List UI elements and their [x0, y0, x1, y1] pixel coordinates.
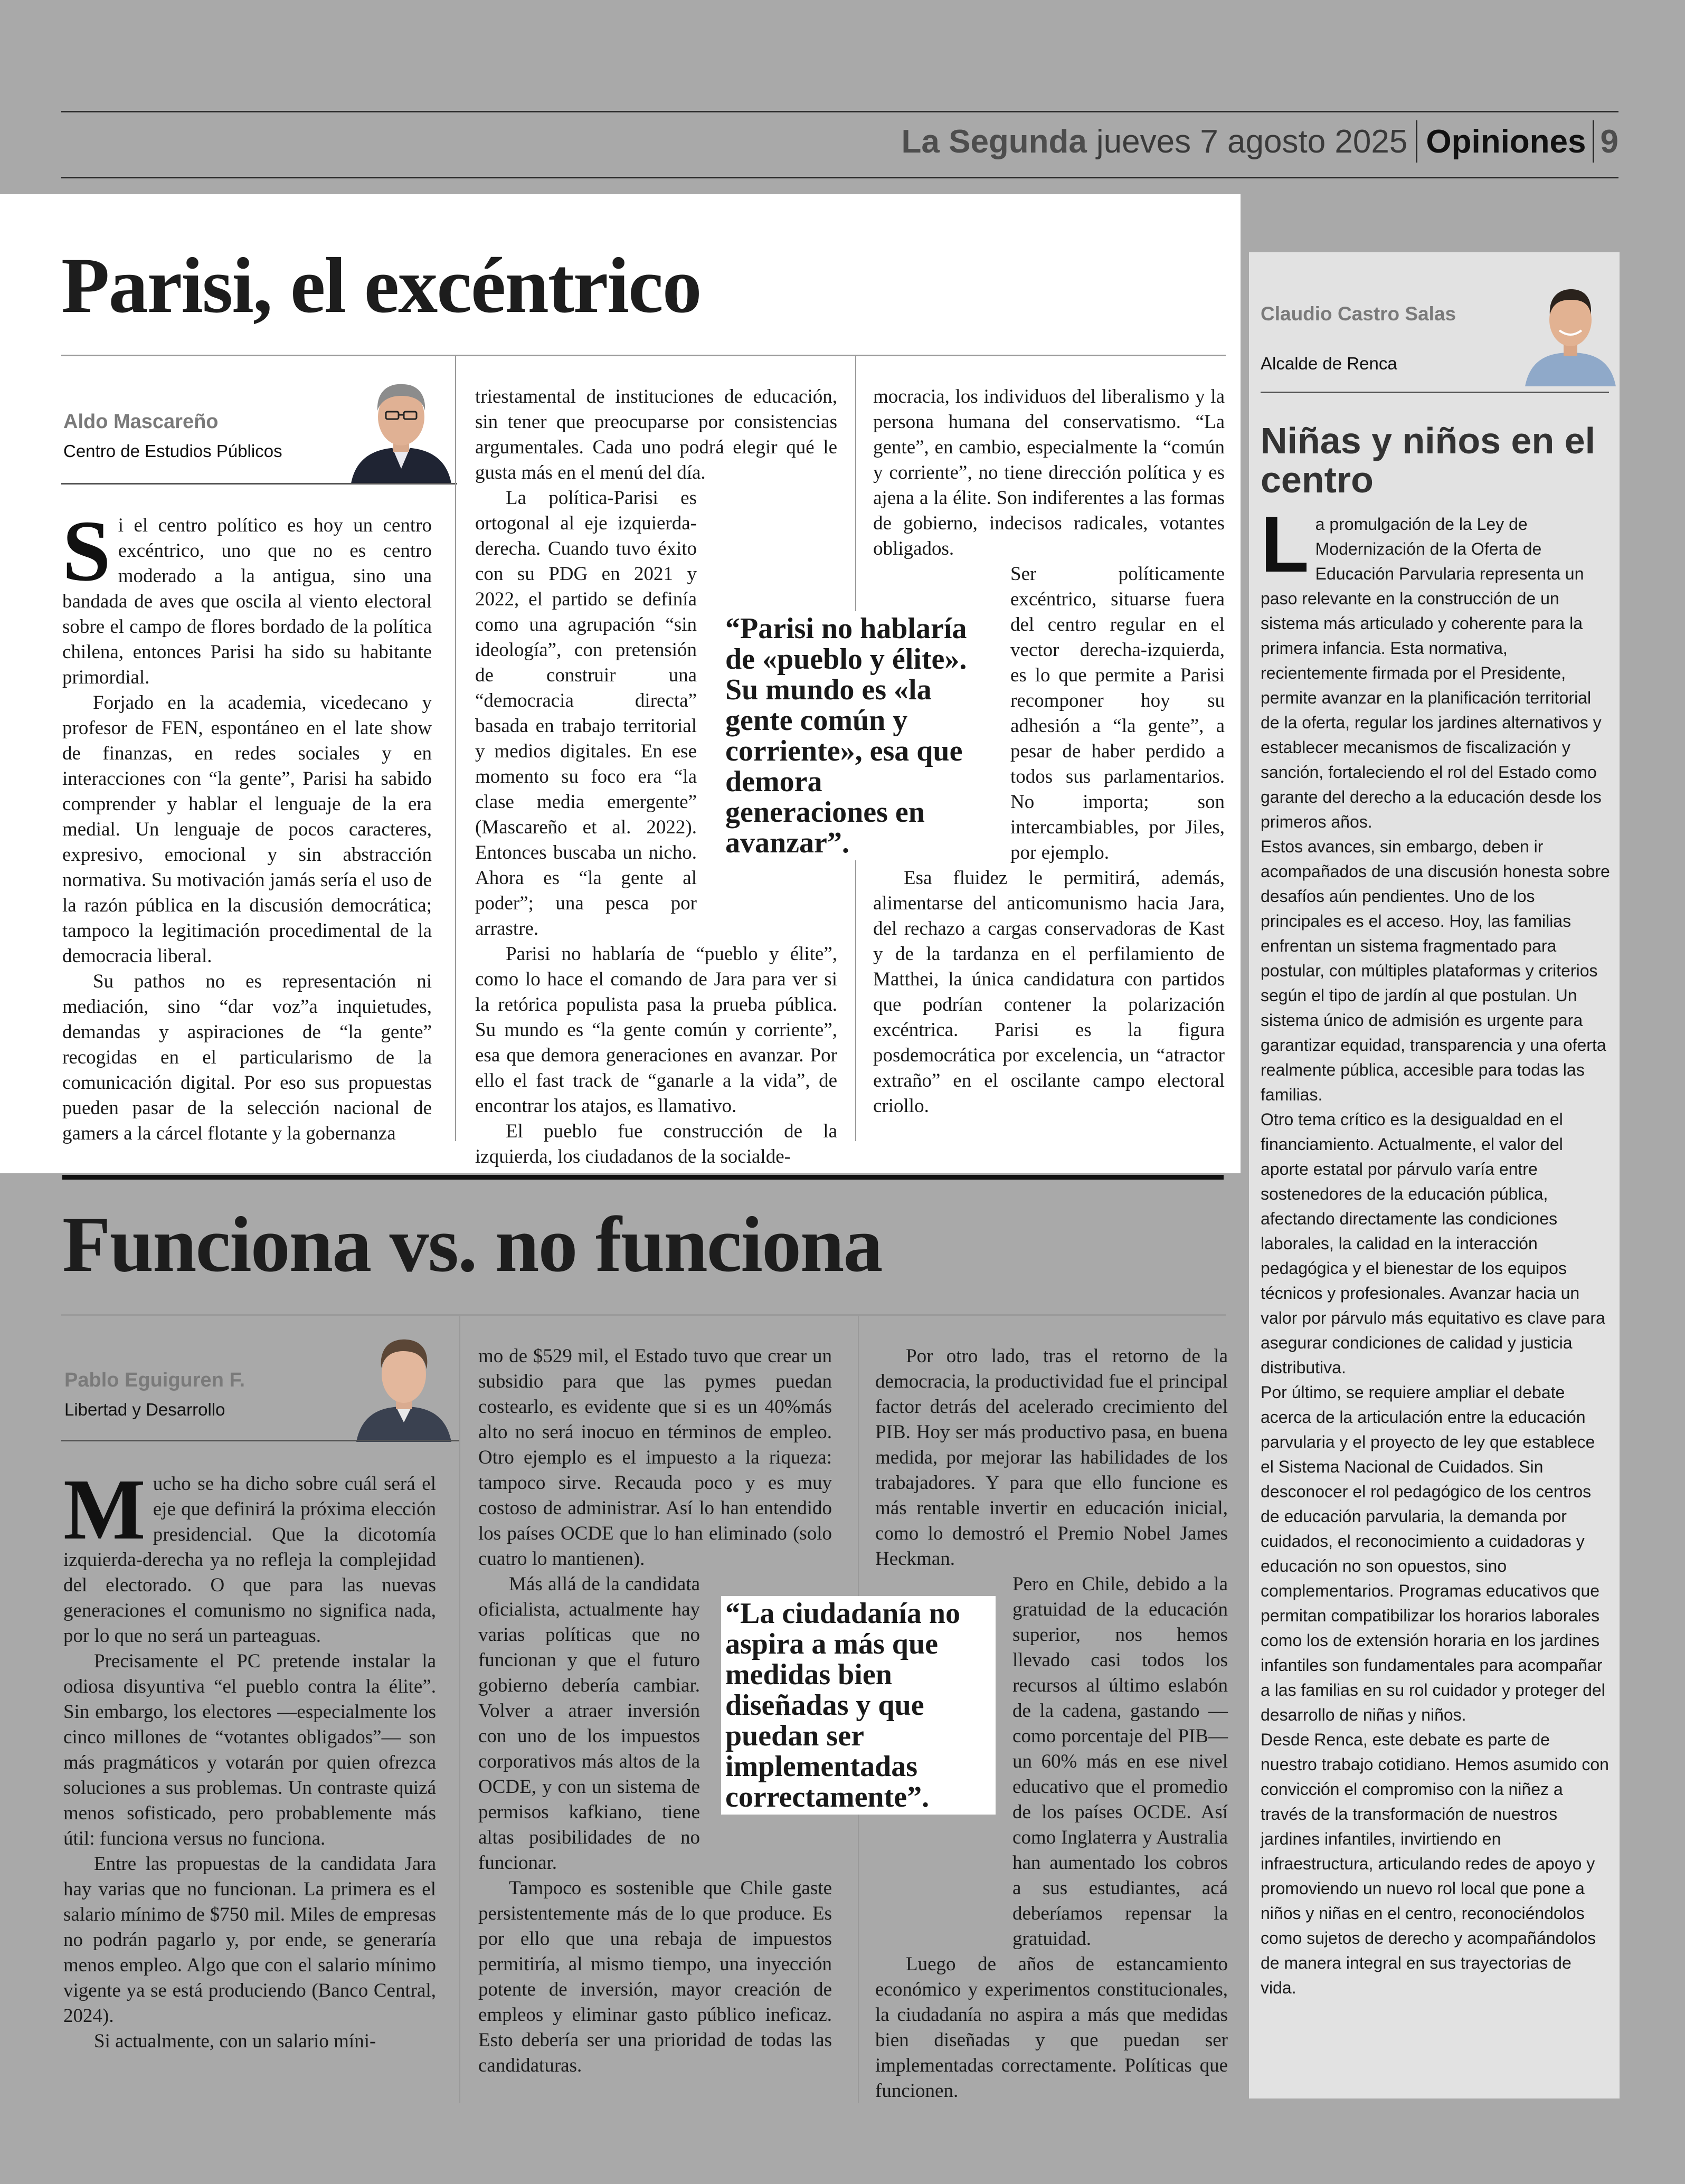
sidebar-byline-rule [1261, 392, 1609, 393]
article-2-byline-rule [61, 1440, 459, 1441]
page-number: 9 [1600, 123, 1618, 160]
article-2-institution: Libertad y Desarrollo [64, 1400, 225, 1419]
article-1-paragraph: Esa fluidez le permitirá, además, alimentarse del anticomunismo hacia Jara, del rechazo a cargas conservadoras de Kast y de la tardanza en el perfilamiento de Matthei, la única candidatura con partidos que podrían contener la polarización excéntrica. Parisi es la figura posdemocrática por excelencia, un “atractor extraño” en el oscilante campo electoral criollo. [873, 867, 1225, 1117]
article-1-paragraph: mocracia, los individuos del liberalismo y la persona humana del conservatismo. “La gente”, en cambio, especialmente la “común y corriente”, no tiene dirección política y es ajena a la élite. Son indiferentes a las formas de gobierno, indecisos radicales, votantes obligados. [873, 386, 1225, 559]
article-1-paragraph: La política-Parisi es ortogonal al eje izquierda-derecha. Cuando tuvo éxito con su PDG en 2021 y 2022, el partido se definía como una agrupación “sin ideología”, con pretensión de construir una “democracia directa” basada en trabajo territorial y medios digitales. En ese momento su foco era “la clase media emergente” (Mascareño et al. 2022). Entonces buscaba un nicho. Ahora es “la gente al poder”; una pesca por arrastre. [475, 487, 697, 939]
article-2-pullquote: “La ciudadanía no aspira a más que medidas bien diseñadas y que puedan ser implementadas correctamente”. [721, 1596, 996, 1815]
newspaper-name: La Segunda [901, 123, 1087, 160]
sidebar-paragraph: Otro tema crítico es la desigualdad en el financiamiento. Actualmente, el valor del aporte estatal por párvulo varía entre sostenedores de la educación pública, afectando directamente las condiciones laborales, la calidad en la interacción pedagógica y el bienestar de los equipos técnicos y profesionales. Avanzar hacia un valor por párvulo más equitativo es clave para asegurar condiciones de calidad y justicia distributiva. [1261, 1110, 1605, 1377]
masthead-divider [1416, 120, 1417, 163]
article-2-paragraph: Tampoco es sostenible que Chile gaste persistentemente más de lo que produce. Es por ello que una rebaja de impuestos permitiría, al mismo tiempo, una inyección potente de inversión, mayor creación de empleos y eliminar gasto público ineficaz. Esto debería ser una prioridad de todas las candidaturas. [478, 1877, 832, 2076]
masthead-bottom-rule [61, 177, 1618, 178]
article-1-dropcap: S [62, 502, 111, 599]
article-1-column-1 [62, 502, 432, 1146]
article-1-institution: Centro de Estudios Públicos [63, 441, 282, 461]
article-1-paragraph: Forjado en la academia, vicedecano y profesor de FEN, espontáneo en el late show de finanzas, en redes sociales y en interacciones con “la gente”, Parisi ha sabido comprender y hablar el lenguaje de la era medial. Un lenguaje de pocos caracteres, expresivo, emocional y sin abstracción normativa. Su motivación jamás sería el uso de la razón pública en la discusión democrática; tampoco la legitimación procedimental de la democracia liberal. [62, 692, 432, 967]
author-portrait-icon [1522, 269, 1618, 386]
article-1-paragraph: Su pathos no es representación ni mediación, sino “dar voz”a inquietudes, demandas y aspiraciones de “la gente” recogidas en el particularismo de la comunicación digital. Por eso sus propuestas pueden pasar de la selección nacional de gamers a la cárcel flotante y la gobernanza [62, 971, 432, 1144]
masthead [61, 117, 1618, 170]
article-2-paragraph: Precisamente el PC pretende instalar la odiosa disyuntiva “el pueblo contra la élite”. Sin embargo, los electores —especialmente los cinco millones de “votantes obligados”— son más pragmáticos y votarán por quien ofrezca soluciones a sus problemas. Un contraste quizá menos sofisticado, pero probablemente más útil: funciona versus no funciona. [63, 1650, 436, 1849]
sidebar-paragraph: Por último, se requiere ampliar el debate acerca de la articulación entre la educación parvularia y el proyecto de ley que establece el Sistema Nacional de Cuidados. Sin desconocer el rol pedagógico de los centros de educación parvularia, la demanda por cuidados, el reconocimiento a cuidadoras y educación no son opuestos, sino complementarios. Programas educativos que permitan compatibilizar los horarios laborales como los de extensión horaria en los jardines infantiles son fundamentales para acompañar a las familias en su rol cuidador y proteger del desarrollo de niñas y niños. [1261, 1383, 1605, 1724]
article-2-paragraph: Luego de años de estancamiento económico y experimentos constitucionales, la ciudadanía no aspira a más que medidas bien diseñadas y que puedan ser implementadas correctamente. Políticas que funcionen. [875, 1953, 1228, 2102]
column-divider [459, 1314, 460, 2103]
article-2-paragraph: mo de $529 mil, el Estado tuvo que crear un subsidio para que las pymes puedan costearlo, es evidente que si es un 40%más alto no será inocuo en términos de empleo. Otro ejemplo es el impuesto a la riqueza: tampoco sirve. Recauda poco y es muy costoso de administrar. Así lo han entendido los países OCDE que lo han eliminado (solo cuatro lo mantienen). [478, 1345, 832, 1570]
sidebar-paragraph: Desde Renca, este debate es parte de nuestro trabajo cotidiano. Hemos asumido con convicción el compromiso con la niñez a través de la transformación de nuestros jardines infantiles, invirtiendo en infraestructura, articulando redes de apoyo y promoviendo un nuevo rol local que pone a niños y niñas en el centro, reconociéndolos como sujetos de derecho y acompañándolos de manera integral en sus trayectorias de vida. [1261, 1730, 1609, 1997]
sidebar-paragraph: La promulgación de la Ley de Modernización de la Oferta de Educación Parvularia representa un paso relevante en la construcción de un sistema más articulado y coherente para la primera infancia. Esta normativa, recientemente firmada por el Presidente, permite avanzar en la planificación territorial de la oferta, regular los jardines alternativos y establecer mecanismos de fiscalización y sanción, fortaleciendo el rol del Estado como garante del derecho a la educación desde los primeros años. [1261, 500, 1602, 831]
opinion-sidebar [1249, 252, 1620, 2098]
article-2-paragraph: Por otro lado, tras el retorno de la democracia, la productividad fue el principal factor detrás del acelerado crecimiento del PIB. Hoy ser más productivo pasa, en buena medida, por mejorar las habilidades de los trabajadores. Y para que ello funcione es más rentable invertir en educación inicial, como lo demostró el Premio Nobel James Heckman. [875, 1345, 1228, 1570]
article-2-author: Pablo Eguiguren F. [64, 1369, 245, 1391]
sidebar-paragraph: Estos avances, sin embargo, deben ir acompañados de una discusión honesta sobre desafíos aún pendientes. Uno de los principales es el acceso. Hoy, las familias enfrentan un sistema fragmentado para postular, con múltiples plataformas y criterios según el tipo de jardín al que postulan. Un sistema único de admisión es urgente para garantizar equidad, transparencia y una oferta realmente pública, accesible para todas las familias. [1261, 837, 1610, 1104]
sidebar-author-photo [1522, 269, 1618, 386]
article-1-paragraph: Si el centro político es hoy un centro excéntrico, uno que no es centro moderado a la antigua, sino una bandada de aves que oscila al viento electoral sobre el campo de flores bordado de la política chilena, entonces Parisi ha sido su habitante primordial. [62, 502, 432, 688]
author-portrait-icon [346, 368, 457, 483]
article-separator-rule [62, 1175, 1224, 1180]
article-2-title-rule [61, 1314, 1226, 1316]
article-2-headline: Funciona vs. no funciona [62, 1201, 882, 1288]
article-1-headline: Parisi, el excéntrico [61, 242, 701, 329]
article-1-author-photo [346, 368, 457, 483]
issue-date: jueves 7 agosto 2025 [1096, 123, 1408, 160]
article-2-paragraph: Mucho se ha dicho sobre cuál será el eje que definirá la próxima elección presidencial. Que la dicotomía izquierda-derecha ya no refleja la complejidad del electorado. O que para las nuevas generaciones el comunismo no significa nada, por lo que no será un parteaguas. [63, 1461, 436, 1647]
article-1-paragraph: Ser políticamente excéntrico, situarse fuera del centro regular en el vector derecha-izquierda, es lo que permite a Parisi recomponer hoy su adhesión a “la gente”, a pesar de haber perdido a todos sus parlamentarios. No importa; son intercambiables, por Jiles, por ejemplo. [1010, 563, 1225, 863]
section-name: Opiniones [1426, 123, 1586, 160]
article-2-paragraph: Pero en Chile, debido a la gratuidad de la educación superior, nos hemos llevado casi todos los recursos al último eslabón de la cadena, gastando —como porcentaje del PIB— un 60% más en ese nivel educativo que el promedio de los países OCDE. Así como Inglaterra y Australia han aumentado los cobros a sus estudiantes, acá deberíamos repensar la gratuidad. [1012, 1573, 1228, 1950]
article-2-paragraph: Si actualmente, con un salario míni- [94, 2030, 376, 2052]
article-1-byline-rule [61, 483, 457, 485]
masthead-divider [1593, 120, 1594, 163]
article-2-paragraph: Entre las propuestas de la candidata Jara hay varias que no funcionan. La primera es el salario mínimo de $750 mil. Miles de empresas no podrán pagarlo y, por ende, se generaría menos empleo. Algo que con el salario mínimo vigente ya se está produciendo (Banco Central, 2024). [63, 1853, 436, 2027]
sidebar-author: Claudio Castro Salas [1261, 303, 1456, 325]
sidebar-dropcap: L [1261, 500, 1309, 588]
article-1-author: Aldo Mascareño [63, 411, 219, 433]
article-1-paragraph: Parisi no hablaría de “pueblo y élite”, como lo hace el comando de Jara para ver si la retórica populista pasa la prueba pública. Su mundo es “la gente común y corriente”, esa que demora generaciones en avanzar. Por ello el fast track de “ganarle a la vida”, de encontrar los atajos, es llamativo. [475, 943, 837, 1117]
sidebar-headline: Niñas y niños en el centro [1261, 420, 1596, 500]
article-2-column-1 [63, 1461, 436, 2054]
article-2-author-photo [348, 1325, 459, 1442]
masthead-top-rule [61, 111, 1618, 112]
article-1-paragraph: triestamental de instituciones de educación, sin tener que preocuparse por consistencias argumentales. Cada uno podrá elegir qué le gusta más en el menú del día. [475, 386, 837, 483]
article-1-paragraph: El pueblo fue construcción de la izquierda, los ciudadanos de la socialde- [475, 1121, 837, 1167]
sidebar-author-role: Alcalde de Renca [1261, 354, 1397, 373]
sidebar-body [1261, 500, 1610, 2000]
article-1-title-rule [61, 355, 1226, 356]
column-divider [455, 355, 456, 1141]
article-1-pullquote: “Parisi no hablaría de «pueblo y élite». Su mundo es «la gente común y corriente», esa que demora generaciones en avanzar”. [721, 611, 996, 860]
article-2-dropcap: M [63, 1461, 146, 1558]
author-portrait-icon [348, 1325, 459, 1442]
article-2-paragraph: Más allá de la candidata oficialista, actualmente hay varias políticas que no funcionan y que el futuro gobierno debería cambiar. Volver a atraer inversión con uno de los impuestos corporativos más altos de la OCDE, y con un sistema de permisos kafkiano, tiene altas posibilidades de no funcionar. [478, 1573, 700, 1874]
